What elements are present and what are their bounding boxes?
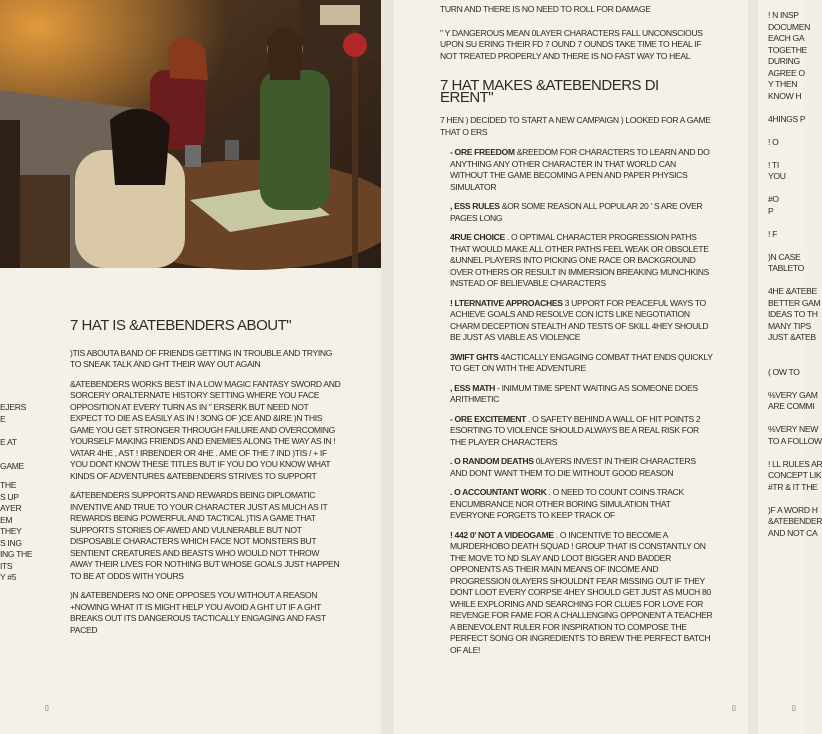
text-fragment: ! N INSP xyxy=(768,10,799,20)
page-number: ▯ xyxy=(45,705,49,712)
text-fragment: MANY TIPS xyxy=(768,320,811,331)
left-text-column xyxy=(70,317,342,644)
feature-list-item xyxy=(450,414,714,449)
text-fragment xyxy=(768,183,822,195)
right-page xyxy=(394,0,748,734)
text-fragment: ! LL RULES AR xyxy=(768,458,822,469)
text-fragment: BETTER GAM xyxy=(768,297,821,308)
feature-text: 4ACTICALLY ENGAGING COMBAT THAT ENDS QUICKLY TO GET ON WITH THE ADVENTURE xyxy=(450,351,713,373)
text-fragment: KNOW H xyxy=(768,90,802,101)
text-fragment: &ATEBENDER xyxy=(768,516,822,526)
text-fragment: YOU xyxy=(768,171,786,181)
feature-text: . O NEED TO COUNT COINS TRACK ENCUMBRANCE NOR OTHER BORING SIMULATION THAT EVERYONE FORGETS TO KEEP TRACK OF xyxy=(450,487,684,520)
text-fragment: Y THEN xyxy=(768,79,798,89)
text-fragment: CONCEPT LIK xyxy=(768,470,822,480)
far-right-page xyxy=(758,0,822,734)
paragraph: 7 HEN ) DECIDED TO START A NEW CAMPAIGN ) LOOKED FOR A GAME THAT O ERS xyxy=(440,115,711,137)
text-fragment: #O xyxy=(768,194,779,204)
text-fragment: ( OW TO xyxy=(768,366,800,377)
text-fragment: ! TI xyxy=(768,159,779,170)
paragraph: )N &ATEBENDERS NO ONE OPPOSES YOU WITHOUT A REASON +NOWING WHAT IT IS MIGHT HELP YOU AVOID A GHT UT IF A GHT BREAKS OUT ITS DANGEROUS TACTICALLY ENGAGING AND FAST PACED xyxy=(70,590,326,635)
feature-text: . O INCENTIVE TO BECOME A MURDERHOBO DEATH SQUAD ! GROUP THAT IS CONSTANTLY ON THE MOVE TO ND SLAY AND LOOT BIGGER AND BADDER OPPONENTS AS THEIR MAIN MEANS OF INCOME AND PROGRESSION 0LAYERS SHOULDNT FEAR MISSING OUT IF THEY DONT LOOT EVERY CORPSE 4HEY SHOULD GET JUST AS MUCH 80 WHILE EXPLORING AND SEARCHING FOR CLUES FOR LOVE FOR REVENGE FOR FAME FOR A CHALLENGING OPPONENT A TEACHER A BENEVOLENT RULER FOR INSPIRATION TO COMPOSE THE PERFECT SONG OR INGREDIENTS TO BREW THE PERFECT BATCH OF ALE! xyxy=(450,529,713,655)
paragraph: )TIS ABOUTA BAND OF FRIENDS GETTING IN TROUBLE AND TRYING TO SNEAK TALK AND GHT THEIR WAY OUT AGAIN xyxy=(70,347,333,369)
text-fragment: AGREE O xyxy=(768,67,805,78)
feature-list-item xyxy=(450,456,714,479)
text-fragment xyxy=(768,125,822,137)
feature-list-item xyxy=(450,232,714,290)
right-text-column xyxy=(440,4,714,664)
feature-term: . O ACCOUNTANT WORK xyxy=(450,487,547,497)
paragraph: &ATEBENDERS WORKS BEST IN A LOW MAGIC FANTASY SWORD AND SORCERY ORALTERNATE HISTORY SETTING WHERE YOU FACE OPPOSITION AT EVERY TURN AS IN " ERSERK BUT NEED NOT EXPECT TO DIE AS EASILY AS IN ! 3ONG OF )CE AND &IRE )N THIS GAME YOU GET STRONGER THROUGH FAILURE AND OVERCOMING YOURSELF MAKING FRIENDS AND ENEMIES ALONG THE WAY AS IN ! VATAR 4HE , AST ! IRBENDER OR 4HE . AME OF THE 7 IND )TIS / + IF YOU DONT KNOW THESE TITLES BUT IF YOU DO YOU KNOW WHAT KINDS OF ADVENTURES &ATEBENDERS STRIVES TO SUPPORT xyxy=(70,378,341,481)
text-fragment: )F A WORD H xyxy=(768,504,818,515)
text-fragment: IDEAS TO TH xyxy=(768,309,818,319)
text-fragment: TABLETO xyxy=(768,263,804,273)
tavern-illustration xyxy=(0,0,381,268)
text-fragment: #TR & IT THE xyxy=(768,481,818,492)
text-fragment: ! O xyxy=(768,136,779,147)
feature-term: , ESS RULES xyxy=(450,201,500,211)
text-fragment: %VERY GAM xyxy=(768,389,818,400)
text-fragment: DOCUMEN xyxy=(768,21,810,32)
text-fragment: %VERY NEW xyxy=(768,424,819,434)
feature-text: 3 UPPORT FOR PEACEFUL WAYS TO ACHIEVE GOALS AND RESOLVE CON ICTS LIKE NEGOTIATION CHARM DECEPTION STEALTH AND TESTS OF SKILL 4HEY SHOULD BE JUST AS VIABLE AS VIOLENCE xyxy=(450,297,709,342)
feature-list-item xyxy=(450,298,714,344)
feature-text: &OR SOME REASON ALL POPULAR 20 ' S ARE OVER PAGES LONG xyxy=(450,201,703,223)
paragraph: &ATEBENDERS SUPPORTS AND REWARDS BEING DIPLOMATIC INVENTIVE AND TRUE TO YOUR CHARACTER JUST AS MUCH AS IT REWARDS BEING POWERFUL AND TACTICAL )TIS A GAME THAT SUPPORTS STORIES OF AWED AND VULNERABLE BUT NOT DISPOSABLE CHARACTERS WHICH FACE NOT MONSTERS BUT SENTIENT CREATURES AND BEASTS WHO WOULD NOT THROW AWAY THEIR LIVES FOR NOTHING BUT WHOSE GOALS JUST HAPPEN TO BE AT ODDS WITH YOURS xyxy=(70,490,340,581)
text-fragment: )N CASE xyxy=(768,251,801,262)
feature-term: - ORE EXCITEMENT xyxy=(450,413,527,424)
text-fragment xyxy=(768,447,822,459)
text-fragment: AND NOT CA xyxy=(768,527,818,538)
feature-text: . O OPTIMAL CHARACTER PROGRESSION PATHS THAT WOULD MAKE ALL OTHER PATHS FEEL WEAK OR OBSOLETE &UNNEL PLAYERS INTO PICKING ONE RACE OR BACKGROUND OVER OTHERS OR RESULT IN IMMERSION BREAKING MUNCHKINS INSTEAD OF BELIEVABLE CHARACTERS xyxy=(450,232,710,288)
section-heading: 7 HAT MAKES &ATEBENDERS DI ERENT" xyxy=(440,77,659,106)
feature-list-item xyxy=(450,201,714,224)
edge-fragments: EJERS E E AT GAME THE S UP AYER EM THEY S ING ING THE ITS Y #5 xyxy=(0,402,33,582)
text-fragment xyxy=(768,240,822,252)
left-page xyxy=(0,0,381,734)
feature-list-item xyxy=(450,530,714,657)
text-fragment xyxy=(768,102,822,114)
feature-text: - INIMUM TIME SPENT WAITING AS SOMEONE DOES ARITHMETIC xyxy=(450,382,698,404)
section-heading: 7 HAT IS &ATEBENDERS ABOUT" xyxy=(70,317,292,334)
feature-list-item xyxy=(450,147,714,193)
feature-term: . O RANDOM DEATHS xyxy=(450,456,534,466)
feature-list-item xyxy=(450,487,714,522)
feature-term: , ESS MATH xyxy=(450,382,496,393)
page-gutter xyxy=(748,0,758,734)
paragraph: " Y DANGEROUS MEAN 0LAYER CHARACTERS FALL UNCONSCIOUS UPON SU ERING THEIR FD 7 OUND 7 OUNDS TAKE TIME TO HEAL IF NOT TREATED PROPERLY AND THERE IS NO FAST WAY TO HEAL xyxy=(440,27,703,61)
text-fragment xyxy=(768,378,822,390)
text-fragment xyxy=(768,217,822,229)
text-fragment: ! F xyxy=(768,228,777,239)
page-gutter xyxy=(381,0,394,734)
text-fragment: 4HINGS P xyxy=(768,113,806,124)
paragraph: TURN AND THERE IS NO NEED TO ROLL FOR DAMAGE xyxy=(440,4,651,14)
feature-term: ! 442 0' NOT A VIDEOGAME xyxy=(450,529,554,540)
far-right-text xyxy=(768,10,822,539)
text-fragment xyxy=(768,493,822,505)
text-fragment xyxy=(768,344,822,356)
feature-term: 4RUE CHOICE xyxy=(450,232,505,242)
text-fragment: TO A FOLLOW xyxy=(768,435,822,446)
feature-list-item xyxy=(450,352,714,375)
feature-term: 3WIFT GHTS xyxy=(450,351,499,362)
feature-text: . O SAFETY BEHIND A WALL OF HIT POINTS 2 ESORTING TO VIOLENCE SHOULD ALWAYS BE A REAL RISK FOR THE PLAYER CHARACTERS xyxy=(450,413,701,447)
text-fragment: EACH GA xyxy=(768,33,805,43)
text-fragment: ARE COMMI xyxy=(768,401,815,411)
feature-term: ! LTERNATIVE APPROACHES xyxy=(450,297,563,308)
feature-list xyxy=(440,147,714,656)
page-number: ▯ xyxy=(732,705,736,712)
text-fragment: DURING xyxy=(768,56,800,66)
text-fragment xyxy=(768,355,822,367)
feature-text: 0LAYERS INVEST IN THEIR CHARACTERS AND DONT WANT THEM TO DIE WITHOUT GOOD REASON xyxy=(450,456,696,478)
feature-term: - ORE FREEDOM xyxy=(450,147,515,157)
page-number: ▯ xyxy=(792,705,796,712)
feature-text: &REEDOM FOR CHARACTERS TO LEARN AND DO ANYTHING ANY OTHER CHARACTER IN THAT WORLD CAN WITHOUT THE GAME BECOMING A PEN AND PAPER PHYSICS SIMULATOR xyxy=(450,147,710,192)
text-fragment: P xyxy=(768,205,774,216)
feature-list-item xyxy=(450,383,714,406)
text-fragment xyxy=(768,413,822,425)
text-fragment: TOGETHE xyxy=(768,44,807,55)
text-fragment xyxy=(768,275,822,287)
text-fragment: JUST &ATEB xyxy=(768,332,816,342)
text-fragment xyxy=(768,148,822,160)
text-fragment: 4HE &ATEBE xyxy=(768,286,817,296)
